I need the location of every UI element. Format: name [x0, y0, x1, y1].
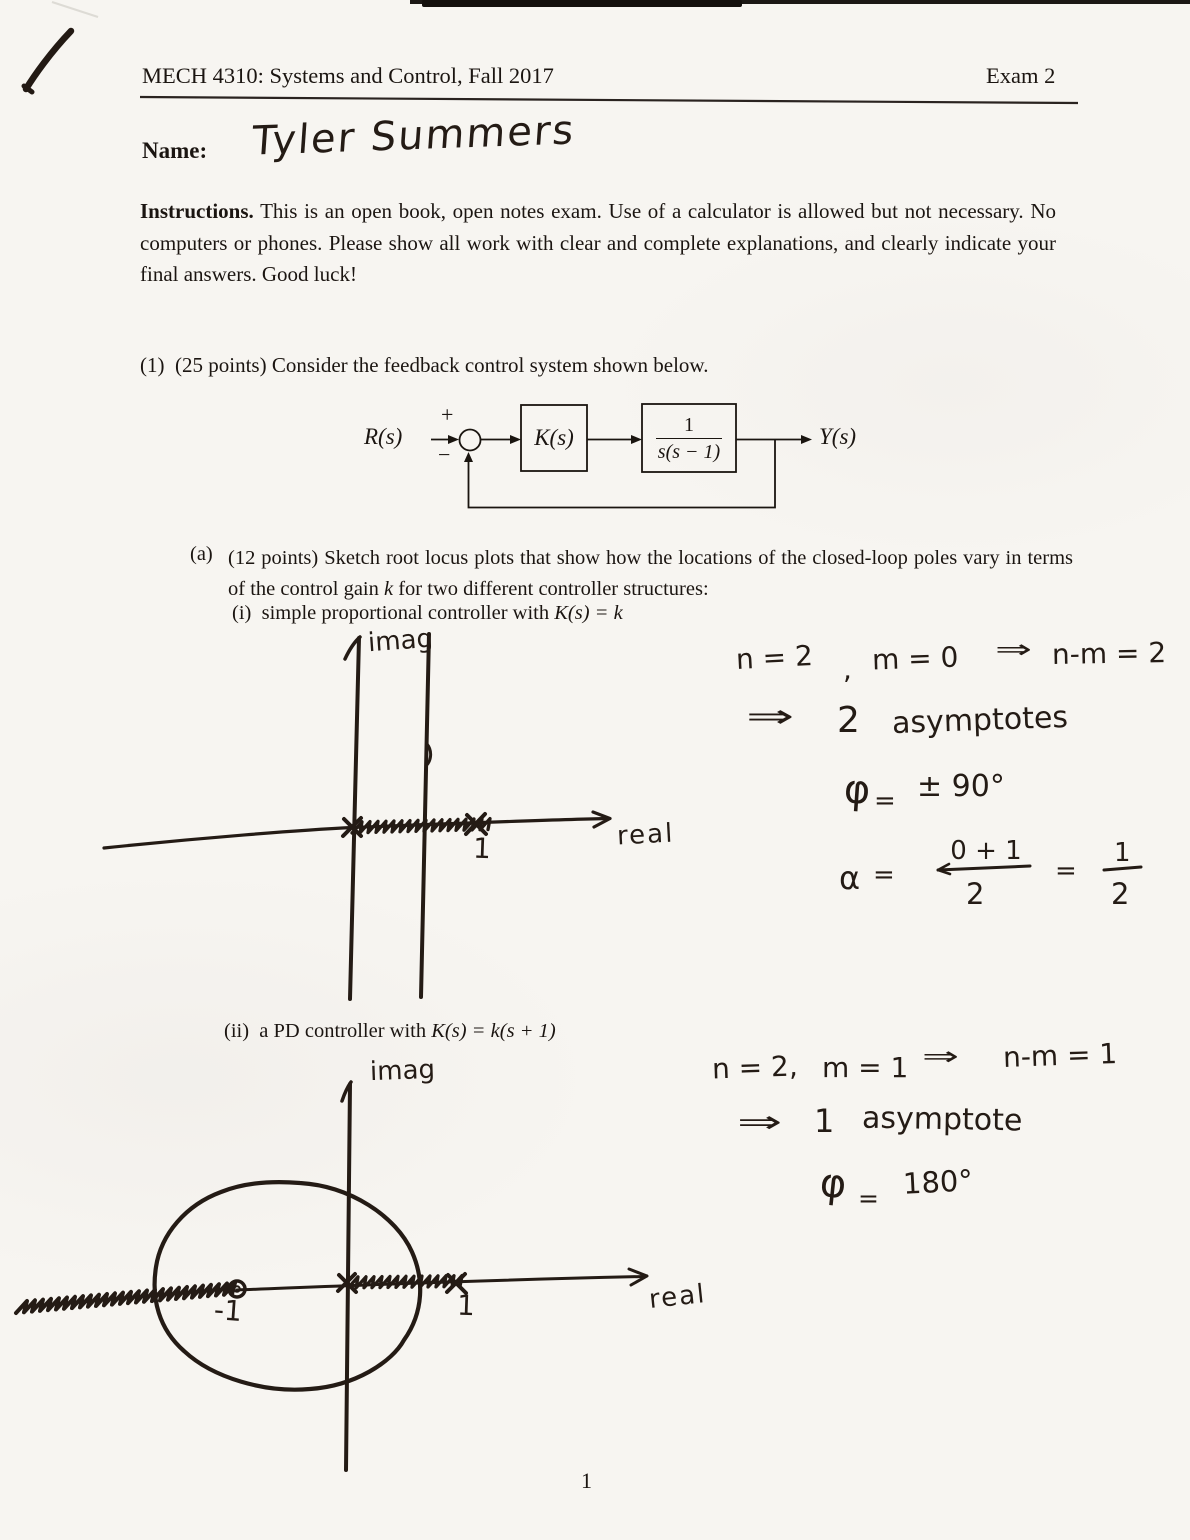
note-ii-phi: φ	[817, 1159, 849, 1209]
note-ii-implies-2: ⇒	[737, 1105, 783, 1140]
instructions-label: Instructions.	[140, 199, 254, 223]
item-i-label: (i)	[232, 602, 252, 624]
note-i-alpha: α	[839, 859, 861, 897]
problem-1-number: (1)	[140, 353, 165, 377]
block-diagram	[431, 404, 812, 508]
plant-numerator: 1	[684, 413, 694, 436]
name-label: Name:	[142, 138, 208, 163]
item-i-text: simple proportional controller with	[261, 602, 555, 624]
part-a-text: (12 points) Sketch root locus plots that show how the locations of the closed-loop poles vary in terms of the control gain	[228, 547, 1073, 600]
controller-label: K(s)	[534, 425, 574, 450]
course-title: MECH 4310: Systems and Control, Fall 2017	[142, 63, 554, 88]
plot-ii-tick-neg1: -1	[212, 1293, 244, 1328]
item-ii-label: (ii)	[224, 1020, 250, 1042]
part-a-label: (a)	[190, 543, 213, 565]
plot-i-sketch	[104, 634, 610, 999]
diagram-minus-sign: −	[438, 442, 451, 467]
asymptote-line	[421, 634, 429, 997]
plot-ii-real-label: real	[647, 1279, 708, 1315]
note-ii-asymptote: asymptote	[861, 1100, 1023, 1139]
scan-edge-top-thick	[422, 0, 742, 7]
plot-ii-sketch	[16, 1082, 647, 1470]
note-i-frac-den: 2	[966, 877, 985, 911]
fraction-bar	[656, 438, 722, 439]
note-ii-implies-1: ⇒	[922, 1042, 960, 1072]
instructions-paragraph	[140, 196, 1056, 291]
locus-hatch-right	[348, 1276, 462, 1288]
imag-axis	[350, 638, 359, 999]
diagram-output-label: Y(s)	[819, 424, 857, 449]
diagram-input-label: R(s)	[364, 424, 403, 449]
note-i-asymptotes: asymptotes	[891, 699, 1069, 742]
plot-i-imag-label: imag	[367, 623, 434, 659]
note-i-phi: φ	[842, 766, 872, 814]
note-ii-nm: n-m = 1	[1002, 1037, 1118, 1074]
problem-1-line	[140, 353, 708, 378]
note-i-result-num: 1	[1114, 838, 1131, 868]
exam-number: Exam 2	[986, 63, 1056, 88]
summing-junction	[460, 430, 481, 451]
part-a-text-2: for two different controller structures:	[393, 578, 709, 600]
instructions-text: This is an open book, open notes exam. Use of a calculator is allowed but not necessary. No computers or phones. Please show all work with clear and complete explanations, and clearly indicate your final answers. Good luck!	[140, 199, 1057, 286]
note-i-result-den: 2	[1111, 877, 1130, 911]
plant-transfer-function	[642, 404, 736, 472]
note-i-count: 2	[837, 700, 860, 741]
note-ii-m: m = 1	[822, 1051, 909, 1084]
diagram-plus-sign: +	[441, 402, 454, 427]
plot-ii-tick-1: 1	[456, 1288, 476, 1323]
locus-hatch-left	[16, 1283, 235, 1313]
note-i-eq3: =	[1055, 856, 1077, 886]
problem-1-points: (25 points)	[175, 353, 267, 377]
plot-i-real-label: real	[616, 818, 676, 852]
header-rule	[140, 97, 1078, 103]
note-i-frac-num: 0 + 1	[950, 836, 1022, 866]
note-i-implies-2: ⇒	[746, 697, 795, 735]
item-ii-line	[224, 1020, 556, 1043]
note-ii-n: n = 2,	[711, 1049, 799, 1086]
note-i-nm: n-m = 2	[1051, 636, 1167, 671]
note-ii-count: 1	[814, 1102, 835, 1140]
note-ii-phi-val: 180°	[902, 1163, 974, 1201]
note-i-eq1: =	[874, 786, 896, 816]
note-i-n: n = 2	[735, 639, 814, 676]
note-i-implies-1: ⇒	[995, 635, 1033, 665]
note-i-comma: ,	[843, 653, 852, 686]
item-ii-math: K(s) = k(s + 1)	[431, 1020, 556, 1042]
note-i-m: m = 0	[871, 640, 959, 677]
plant-denominator: s(s − 1)	[657, 440, 721, 463]
handwritten-name: Tyler Summers	[250, 107, 577, 165]
pen-slash-mark	[26, 31, 71, 89]
note-i-eq2: =	[873, 860, 895, 890]
note-ii-eq: =	[858, 1184, 879, 1213]
plot-i-tick-1: 1	[472, 831, 492, 866]
problem-1-text: Consider the feedback control system shown below.	[271, 353, 709, 377]
page-corner-line	[52, 2, 98, 17]
page-number: 1	[581, 1468, 592, 1493]
gain-symbol: k	[383, 578, 394, 600]
note-i-phi-val: ± 90°	[917, 769, 1005, 804]
item-i-line	[232, 602, 623, 625]
part-a-paragraph	[228, 543, 1073, 605]
item-i-math: K(s) = k	[554, 602, 623, 624]
plot-ii-imag-label: imag	[369, 1054, 436, 1088]
item-ii-text: a PD controller with	[259, 1020, 432, 1042]
